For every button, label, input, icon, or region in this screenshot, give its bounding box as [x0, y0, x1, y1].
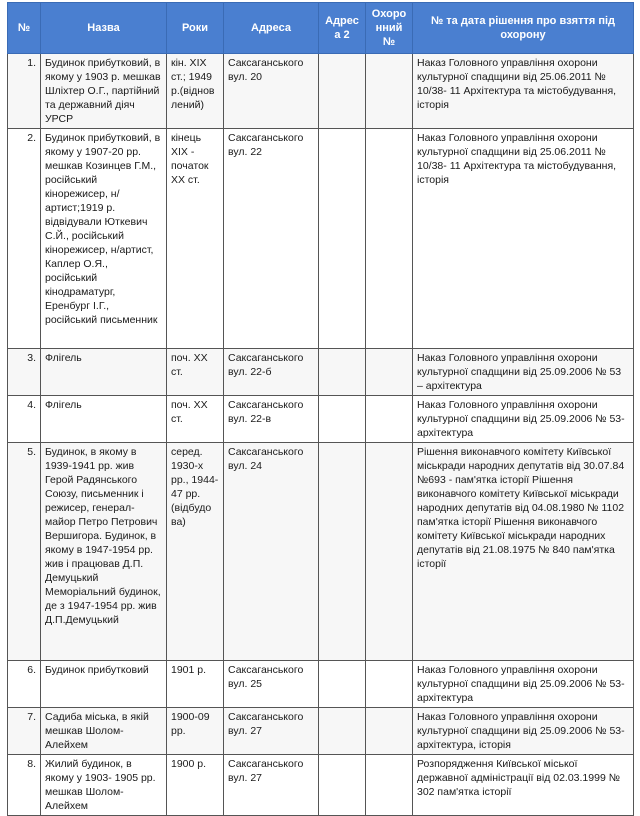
cell-address2 — [319, 661, 366, 708]
cell-address: Саксаганського вул. 22-в — [224, 396, 319, 443]
header-row — [8, 3, 634, 54]
cell-num: 6. — [8, 661, 41, 708]
cell-decision: Розпорядження Київської міської державної адміністрації від 02.03.1999 № 302 пам'ятка історії — [413, 755, 634, 816]
cell-name: Флігель — [41, 396, 167, 443]
cell-decision: Наказ Головного управління охорони культурної спадщини від 25.06.2011 № 10/38- 11 Архітектура та містобудування, історія — [413, 54, 634, 129]
cell-protection — [366, 349, 413, 396]
cell-address: Саксаганського вул. 24 — [224, 443, 319, 661]
cell-decision: Рішення виконавчого комітету Київської міськради народних депутатів від 30.07.84 №693 - пам'ятка історії Рішення виконавчого комітету Київської міськради народних депутатів від 04.08.1980 № 1102 пам'ятка історії Рішення виконавчого комітету Київської міськради народних депутатів від 21.08.1975 № 840 пам'ятка історії — [413, 443, 634, 661]
cell-protection — [366, 129, 413, 349]
cell-name: Садиба міська, в якій мешкав Шолом-Алейхем — [41, 708, 167, 755]
cell-decision: Наказ Головного управління охорони культурної спадщини від 25.09.2006 № 53 – архітектура — [413, 349, 634, 396]
cell-num: 5. — [8, 443, 41, 661]
cell-address2 — [319, 708, 366, 755]
cell-protection — [366, 661, 413, 708]
header-num: № — [8, 3, 41, 54]
cell-decision: Наказ Головного управління охорони культурної спадщини від 25.09.2006 № 53- архітектура, історія — [413, 708, 634, 755]
cell-num: 3. — [8, 349, 41, 396]
header-protection-number: Охоро нний № — [366, 3, 413, 54]
cell-years: кінець XIX - початок XX ст. — [167, 129, 224, 349]
table-row — [8, 755, 634, 816]
cell-protection — [366, 443, 413, 661]
cell-address: Саксаганського вул. 22 — [224, 129, 319, 349]
cell-num: 2. — [8, 129, 41, 349]
table-row — [8, 708, 634, 755]
cell-address: Саксаганського вул. 20 — [224, 54, 319, 129]
header-address: Адреса — [224, 3, 319, 54]
header-years: Роки — [167, 3, 224, 54]
cell-years: серед. 1930-х рр., 1944- 47 рр. (відбудо ва) — [167, 443, 224, 661]
cell-protection — [366, 708, 413, 755]
cell-decision: Наказ Головного управління охорони культурної спадщини від 25.09.2006 № 53- архітектура — [413, 396, 634, 443]
header-name: Назва — [41, 3, 167, 54]
cell-address: Саксаганського вул. 27 — [224, 708, 319, 755]
cell-address2 — [319, 54, 366, 129]
cell-decision: Наказ Головного управління охорони культурної спадщини від 25.06.2011 № 10/38- 11 Архітектура та містобудування, історія — [413, 129, 634, 349]
header-decision: № та дата рішення про взяття під охорону — [413, 3, 634, 54]
cell-years: 1901 р. — [167, 661, 224, 708]
heritage-registry-table — [7, 2, 634, 816]
cell-name: Будинок, в якому в 1939-1941 рр. жив Герой Радянського Союзу, письменник і режисер, генерал-майор Петро Петрович Вершигора. Будинок, в якому в 1947-1954 рр. жив і працював Д.П. Демуцький Меморіальний будинок, де з 1947-1954 рр. жив Д.П.Демуцький — [41, 443, 167, 661]
cell-years: кін. XIX ст.; 1949 р.(віднов лений) — [167, 54, 224, 129]
cell-years: 1900-09 рр. — [167, 708, 224, 755]
cell-decision: Наказ Головного управління охорони культурної спадщини від 25.09.2006 № 53- архітектура — [413, 661, 634, 708]
cell-years: поч. XX ст. — [167, 396, 224, 443]
cell-name: Будинок прибутковий, в якому у 1907-20 рр. мешкав Козинцев Г.М., російський кінорежисер, н/артист;1919 р. відвідували Юткевич С.Й., російський кінорежисер, н/артист, Каплер О.Я., російський кінодраматург, Еренбург І.Г., російський письменник — [41, 129, 167, 349]
table-row — [8, 129, 634, 349]
cell-years: 1900 р. — [167, 755, 224, 816]
cell-name: Жилий будинок, в якому у 1903- 1905 рр. мешкав Шолом-Алейхем — [41, 755, 167, 816]
cell-address2 — [319, 349, 366, 396]
table-row — [8, 443, 634, 661]
cell-address2 — [319, 129, 366, 349]
table-row — [8, 54, 634, 129]
cell-address2 — [319, 396, 366, 443]
cell-address2 — [319, 755, 366, 816]
cell-name: Будинок прибутковий, в якому у 1903 р. мешкав Шліхтер О.Г., партійний та державний діяч УРСР — [41, 54, 167, 129]
cell-name: Будинок прибутковий — [41, 661, 167, 708]
cell-protection — [366, 54, 413, 129]
table-body — [8, 54, 634, 816]
cell-address2 — [319, 443, 366, 661]
header-address2: Адрес а 2 — [319, 3, 366, 54]
cell-address: Саксаганського вул. 25 — [224, 661, 319, 708]
cell-protection — [366, 396, 413, 443]
table-header — [8, 3, 634, 54]
table-row — [8, 349, 634, 396]
table-row — [8, 396, 634, 443]
cell-name: Флігель — [41, 349, 167, 396]
cell-address: Саксаганського вул. 27 — [224, 755, 319, 816]
table-row — [8, 661, 634, 708]
cell-years: поч. XX ст. — [167, 349, 224, 396]
cell-protection — [366, 755, 413, 816]
cell-num: 7. — [8, 708, 41, 755]
cell-address: Саксаганського вул. 22-б — [224, 349, 319, 396]
cell-num: 1. — [8, 54, 41, 129]
cell-num: 4. — [8, 396, 41, 443]
cell-num: 8. — [8, 755, 41, 816]
